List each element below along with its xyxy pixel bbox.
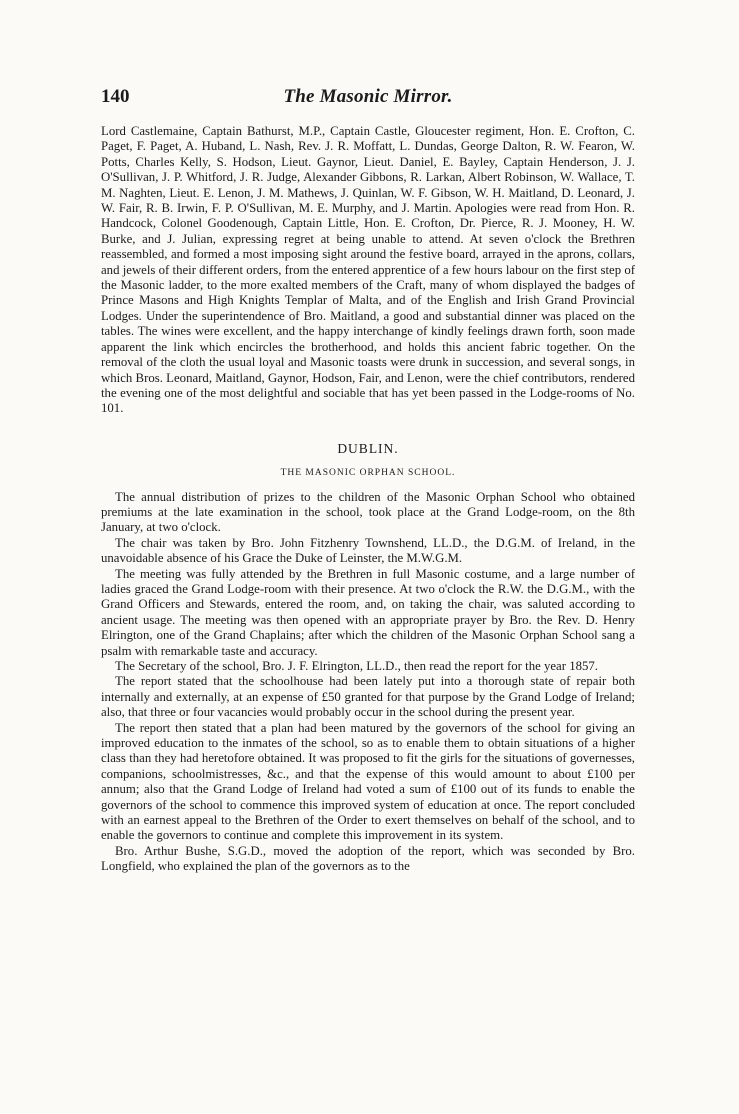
paragraph: The meeting was fully attended by the Brethren in full Masonic costume, and a large number of ladies graced the Grand Lodge-room with their presence. At two o'clock the R.W. the D.G.M., with the Grand Officers and Stewards, entered the room, and, on taking the chair, was saluted according to ancient usage. The meeting was then opened with an appropriate prayer by Bro. the Rev. D. Henry Elrington, one of the Grand Chaplains; after which the children of the Masonic Orphan School sang a psalm with remarkable taste and accuracy. bbox=[101, 566, 635, 658]
page-header bbox=[101, 86, 635, 112]
paragraph: The annual distribution of prizes to the children of the Masonic Orphan School who obtained premiums at the late examination in the school, took place at the Grand Lodge-room, on the 8th January, at two o'clock. bbox=[101, 489, 635, 535]
paragraph: The Secretary of the school, Bro. J. F. Elrington, LL.D., then read the report for the year 1857. bbox=[115, 659, 598, 673]
page-number: 140 bbox=[101, 86, 130, 107]
section-title: DUBLIN. bbox=[337, 440, 399, 456]
paragraph: The chair was taken by Bro. John Fitzhenry Townshend, LL.D., the D.G.M. of Ireland, in the unavoidable absence of his Grace the Duke of Leinster, the M.W.G.M. bbox=[101, 535, 635, 566]
body-text bbox=[101, 124, 635, 875]
paragraph: The report stated that the schoolhouse had been lately put into a thorough state of repair both internally and externally, at an expense of £50 granted for that purpose by the Grand Lodge of Ireland; also, that three or four vacancies would probably occur in the school during the present year. bbox=[101, 674, 635, 720]
paragraph: Bro. Arthur Bushe, S.G.D., moved the adoption of the report, which was seconded by Bro. Longfield, who explained the plan of the governors as to the bbox=[101, 843, 635, 874]
running-title: The Masonic Mirror. bbox=[283, 86, 453, 107]
paragraph: The report then stated that a plan had been matured by the governors of the school for giving an improved education to the inmates of the school, so as to enable them to obtain situations of a higher class than they had heretofore obtained. It was proposed to fit the girls for the situations of governesses, companions, schoolmistresses, &c., and that the expense of this would amount to about £100 per annum; also that the Grand Lodge of Ireland had voted a sum of £100 out of its funds to enable the governors of the school to commence this improved system of education at once. The report concluded with an earnest appeal to the Brethren of the Order to exert themselves on behalf of the school, and to enable the governors to continue and complete this improvement in its system. bbox=[101, 720, 635, 843]
opening-paragraph: Lord Castlemaine, Captain Bathurst, M.P., Captain Castle, Gloucester regiment, Hon. E. Crofton, C. Paget, F. Paget, A. Huband, L. Nash, Rev. J. R. Moffatt, L. Dundas, George Dalton, R. W. Fearon, W. Potts, Charles Kelly, S. Hodson, Lieut. Gaynor, Lieut. Daniel, E. Bayley, Captain Henderson, J. J. O'Sullivan, J. P. Whitford, J. R. Judge, Alexander Gibbons, R. Larkan, Albert Robinson, W. Wallace, T. M. Naghten, Lieut. E. Lenon, J. M. Mathews, J. Quinlan, W. F. Gibson, W. H. Maitland, D. Leonard, J. W. Fair, R. B. Irwin, F. P. O'Sullivan, M. E. Murphy, and J. Martin. Apologies were read from Hon. R. Handcock, Colonel Goodenough, Captain Little, Hon. E. Crofton, Dr. Pierce, R. J. Mooney, H. W. Burke, and J. Julian, expressing regret at being unable to attend. At seven o'clock the Brethren reassembled, and formed a most imposing sight around the festive board, arrayed in the aprons, collars, and jewels of their different orders, from the entered apprentice of a few hours labour on the first step of the Masonic ladder, to the more exalted members of the Craft, many of whom displayed the badges of Prince Masons and High Knights Templar of Malta, and of the English and Irish Grand Provincial Lodges. Under the superintendence of Bro. Maitland, a good and substantial dinner was placed on the tables. The wines were excellent, and the happy interchange of kindly feelings drawn forth, soon made apparent the link which encircles the brotherhood, and holds this ancient fabric together. On the removal of the cloth the usual loyal and Masonic toasts were drunk in succession, and several songs, in which Bros. Leonard, Maitland, Gaynor, Hodson, Fair, and Lenon, were the chief contributors, rendered the evening one of the most delightful and sociable that has yet been passed in the Lodge-rooms of No. 101. bbox=[101, 124, 635, 416]
section-subtitle: THE MASONIC ORPHAN SCHOOL. bbox=[280, 468, 456, 479]
